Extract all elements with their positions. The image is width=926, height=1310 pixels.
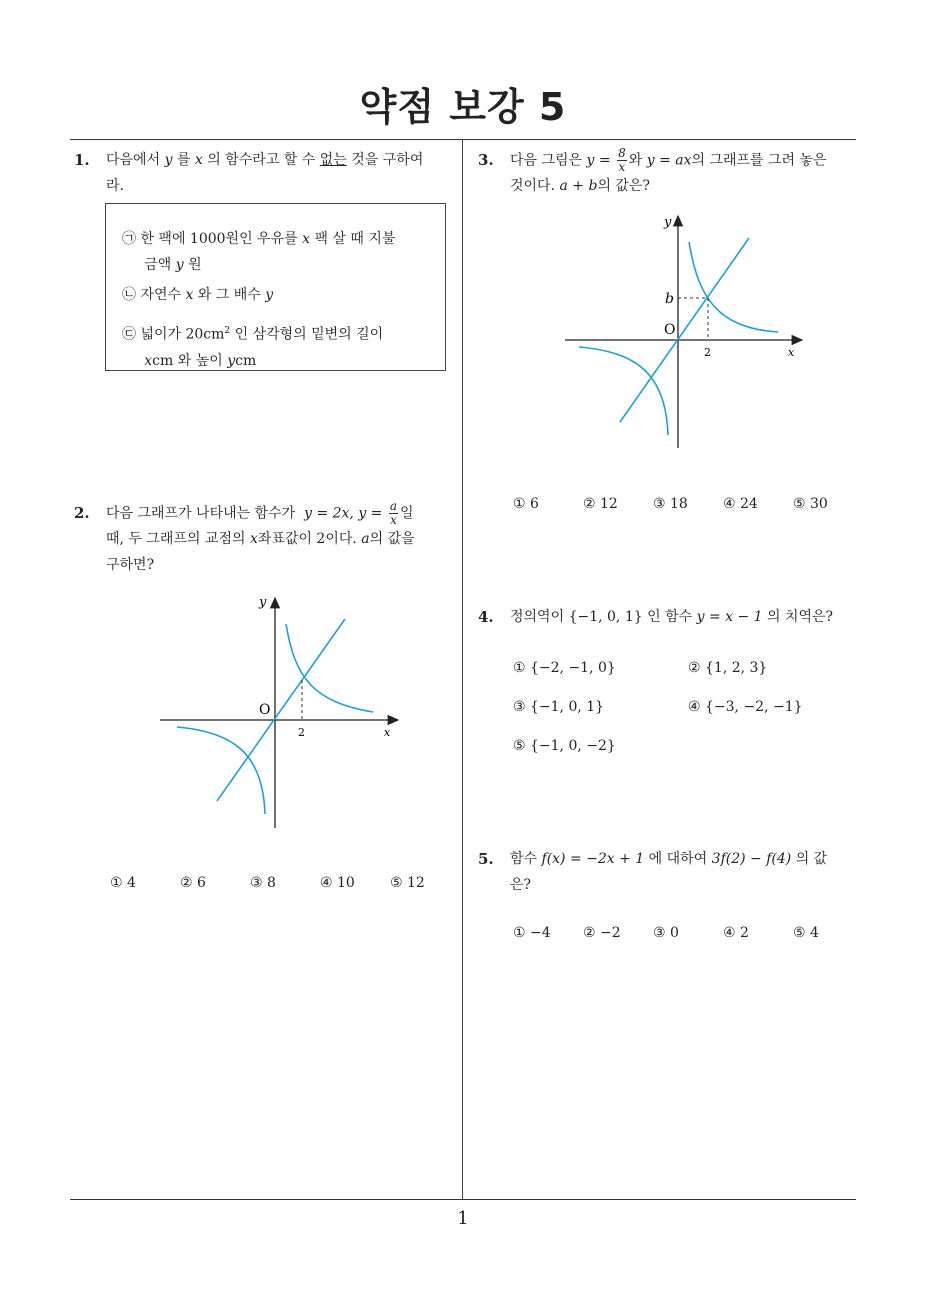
choice[interactable]: ④ 24 [723,496,758,512]
question-number: 5. [478,850,494,868]
choices-q3 [513,496,853,516]
choice[interactable]: ⑤ 12 [390,875,425,891]
choice[interactable]: ① {−2, −1, 0} [513,660,616,676]
choice[interactable]: ③ 18 [653,496,688,512]
question-text [106,147,461,173]
question-number: 1. [74,151,90,169]
choice[interactable]: ② −2 [583,925,621,941]
text: 의 함수라고 할 수 [207,152,316,168]
choice[interactable]: ① 6 [513,496,539,512]
math-var: x [194,152,203,168]
line-y-2x [217,619,345,801]
choice[interactable]: ④ 2 [723,925,749,941]
math-var: y [164,152,173,168]
choices-q4 [513,660,853,760]
question-text-line2: 라. [106,178,124,194]
choices-q5 [513,925,853,945]
question-text-line2: 것이다. a + b의 값은? [510,178,650,194]
graph-q2 [155,590,405,830]
column-divider [462,139,463,1200]
question-text: 정의역이 {−1, 0, 1} 인 함수 y = x − 1 의 치역은? [510,609,834,625]
text: 다음에서 [106,152,161,168]
question-text-line2: 때, 두 그래프의 교점의 x좌표값이 2이다. a의 값을 [106,531,415,547]
page-title: 약점 보강 5 [359,85,567,129]
choice[interactable]: ④ {−3, −2, −1} [688,699,803,715]
text: 를 [176,152,191,168]
hyperbola-q3 [177,727,265,814]
question-5 [478,846,863,906]
choice[interactable]: ① −4 [513,925,551,941]
bottom-rule [70,1199,856,1200]
question-number: 4. [478,608,494,626]
text: 것을 구하여 [351,152,424,168]
choices-q2 [110,875,450,895]
y-axis-label: y [259,595,267,610]
question-1 [74,147,459,467]
condition-item-3: ㉢ 넓이가 $20cm^2$ 인 삼각형의 밑변의 길이 xcm 와 높이 ycm [122,326,384,369]
origin-label: O [664,322,676,338]
page-number: 1 [457,1208,469,1229]
top-rule [70,139,856,140]
question-text: 다음 그래프가 나타내는 함수가 y = 2x, y = $\frac{a}{x}$ 일 [106,499,414,527]
condition-box [105,203,446,371]
fraction: $\frac{a}{x}$ [389,499,398,527]
x-axis-label: x [788,346,795,359]
question-text-line3: 구하면? [106,557,155,573]
hyperbola-q1 [286,624,373,712]
b-label: b [665,291,674,307]
fraction: $\frac{8}{x}$ [618,146,626,174]
choice[interactable]: ⑤ 30 [793,496,828,512]
choice[interactable]: ② 6 [180,875,206,891]
question-number: 3. [478,151,494,169]
question-4 [478,604,863,634]
condition-item-2: ㉡ 자연수 x 와 그 배수 y [122,287,274,303]
question-number: 2. [74,504,90,522]
question-text-line2: 은? [510,877,532,893]
tick-label-2: 2 [298,726,305,739]
hyperbola-q3 [579,347,668,435]
graph-q3 [560,210,810,450]
choice[interactable]: ② 12 [583,496,618,512]
question-3 [478,147,863,207]
choice[interactable]: ④ 10 [320,875,355,891]
choice[interactable]: ③ 0 [653,925,679,941]
choice[interactable]: ③ 8 [250,875,276,891]
hyperbola-q1 [689,242,778,332]
question-text: 함수 f(x) = −2x + 1 에 대하여 3f(2) − f(4) 의 값 [510,851,828,867]
choice[interactable]: ② {1, 2, 3} [688,660,768,676]
tick-label-2: 2 [704,346,711,359]
x-axis-label: x [384,726,391,739]
origin-label: O [259,702,271,718]
condition-item-1: ㉠ 한 팩에 1000원인 우유를 x 팩 살 때 지불 금액 y 원 [122,231,396,273]
question-text: 다음 그림은 y = $\frac{8}{x}$ 와 y = ax의 그래프를 그려 놓은 [510,146,827,174]
line-y-ax [620,238,749,422]
underlined-text: 없는 [319,152,347,168]
y-axis-label: y [664,215,672,230]
choice[interactable]: ③ {−1, 0, 1} [513,699,605,715]
choice[interactable]: ① 4 [110,875,136,891]
choice[interactable]: ⑤ 4 [793,925,819,941]
choice[interactable]: ⑤ {−1, 0, −2} [513,738,616,754]
